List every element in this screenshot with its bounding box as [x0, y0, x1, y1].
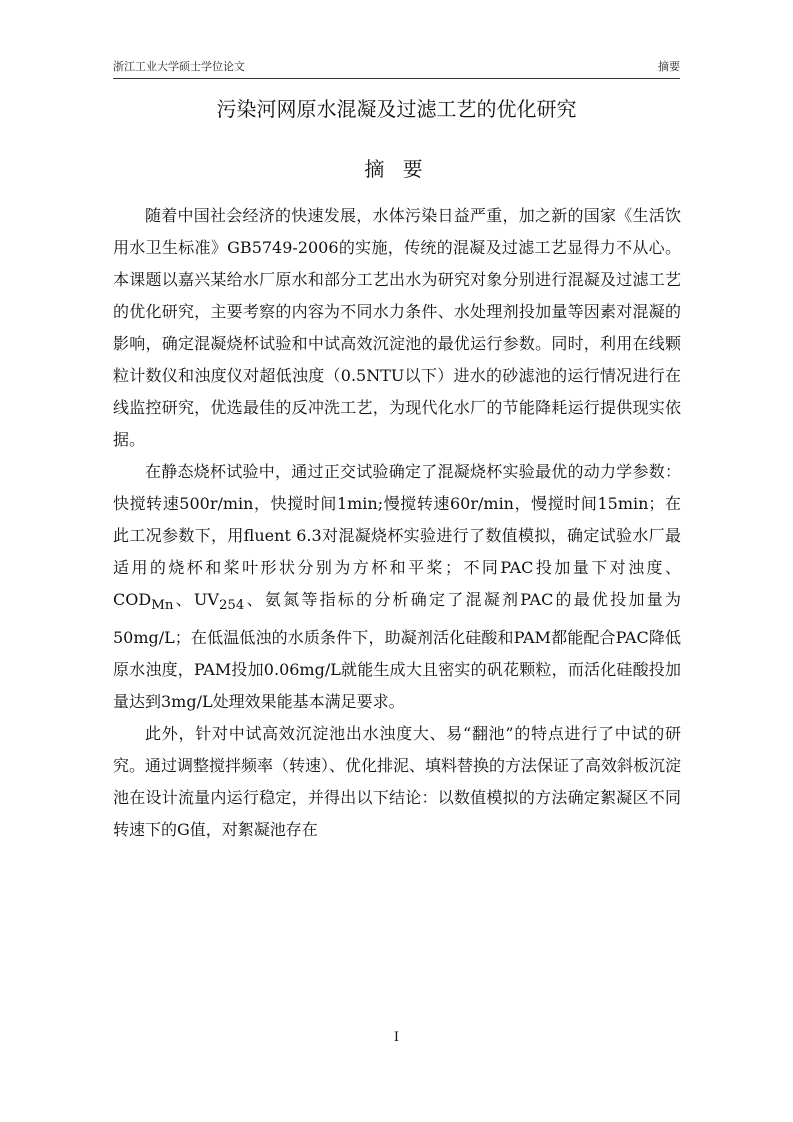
header-section-label: 摘要	[658, 60, 680, 73]
abstract-paragraph-1: 随着中国社会经济的快速发展，水体污染日益严重，加之新的国家《生活饮用水卫生标准》GB5749-2006的实施，传统的混凝及过滤工艺显得力不从心。本课题以嘉兴某给水厂原水和部分工艺出水为研究对象分别进行混凝及过滤工艺的优化研究，主要考察的内容为不同水力条件、水处理剂投加量等因素对混凝的影响，确定混凝烧杯试验和中试高效沉淀池的最优运行参数。同时，利用在线颗粒计数仪和浊度仪对超低浊度（0.5NTU以下）进水的砂滤池的运行情况进行在线监控研究，优选最佳的反冲洗工艺，为现代化水厂的节能降耗运行提供现实依据。	[113, 206, 681, 449]
abstract-paragraph-3: 此外，针对中试高效沉淀池出水浊度大、易“翻池”的特点进行了中试的研究。通过调整搅拌频率（转速）、优化排泥、填料替换的方法保证了高效斜板沉淀池在设计流量内运行稳定，并得出以下结论：以数值模拟的方法确定絮凝区不同转速下的G值，对絮凝池存在	[113, 724, 682, 840]
thesis-title: 污染河网原水混凝及过滤工艺的优化研究	[216, 97, 577, 121]
abstract-heading: 摘 要	[364, 157, 429, 181]
running-header	[113, 52, 680, 79]
header-thesis-label: 浙江工业大学硕士学位论文	[113, 60, 245, 73]
page-number: I	[393, 1030, 400, 1045]
abstract-paragraph-2: 在静态烧杯试验中，通过正交试验确定了混凝烧杯实验最优的动力学参数：快搅转速500r/min，快搅时间1min;慢搅转速60r/min，慢搅时间15min；在此工况参数下，用fluent 6.3对混凝烧杯实验进行了数值模拟，确定试验水厂最适用的烧杯和桨叶形状分别为方杯和平桨；不同PAC投加量下对浊度、$COD_{Mn}$、$UV_{254}$、氨氮等指标的分析确定了混凝剂PAC的最优投加量为50mg/L；在低温低浊的水质条件下，助凝剂活化硅酸和PAM都能配合PAC降低原水浊度，PAM投加0.06mg/L就能生成大且密实的矾花颗粒，而活化硅酸投加量达到3mg/L处理效果能基本满足要求。	[113, 462, 681, 712]
abstract-body	[113, 200, 681, 846]
